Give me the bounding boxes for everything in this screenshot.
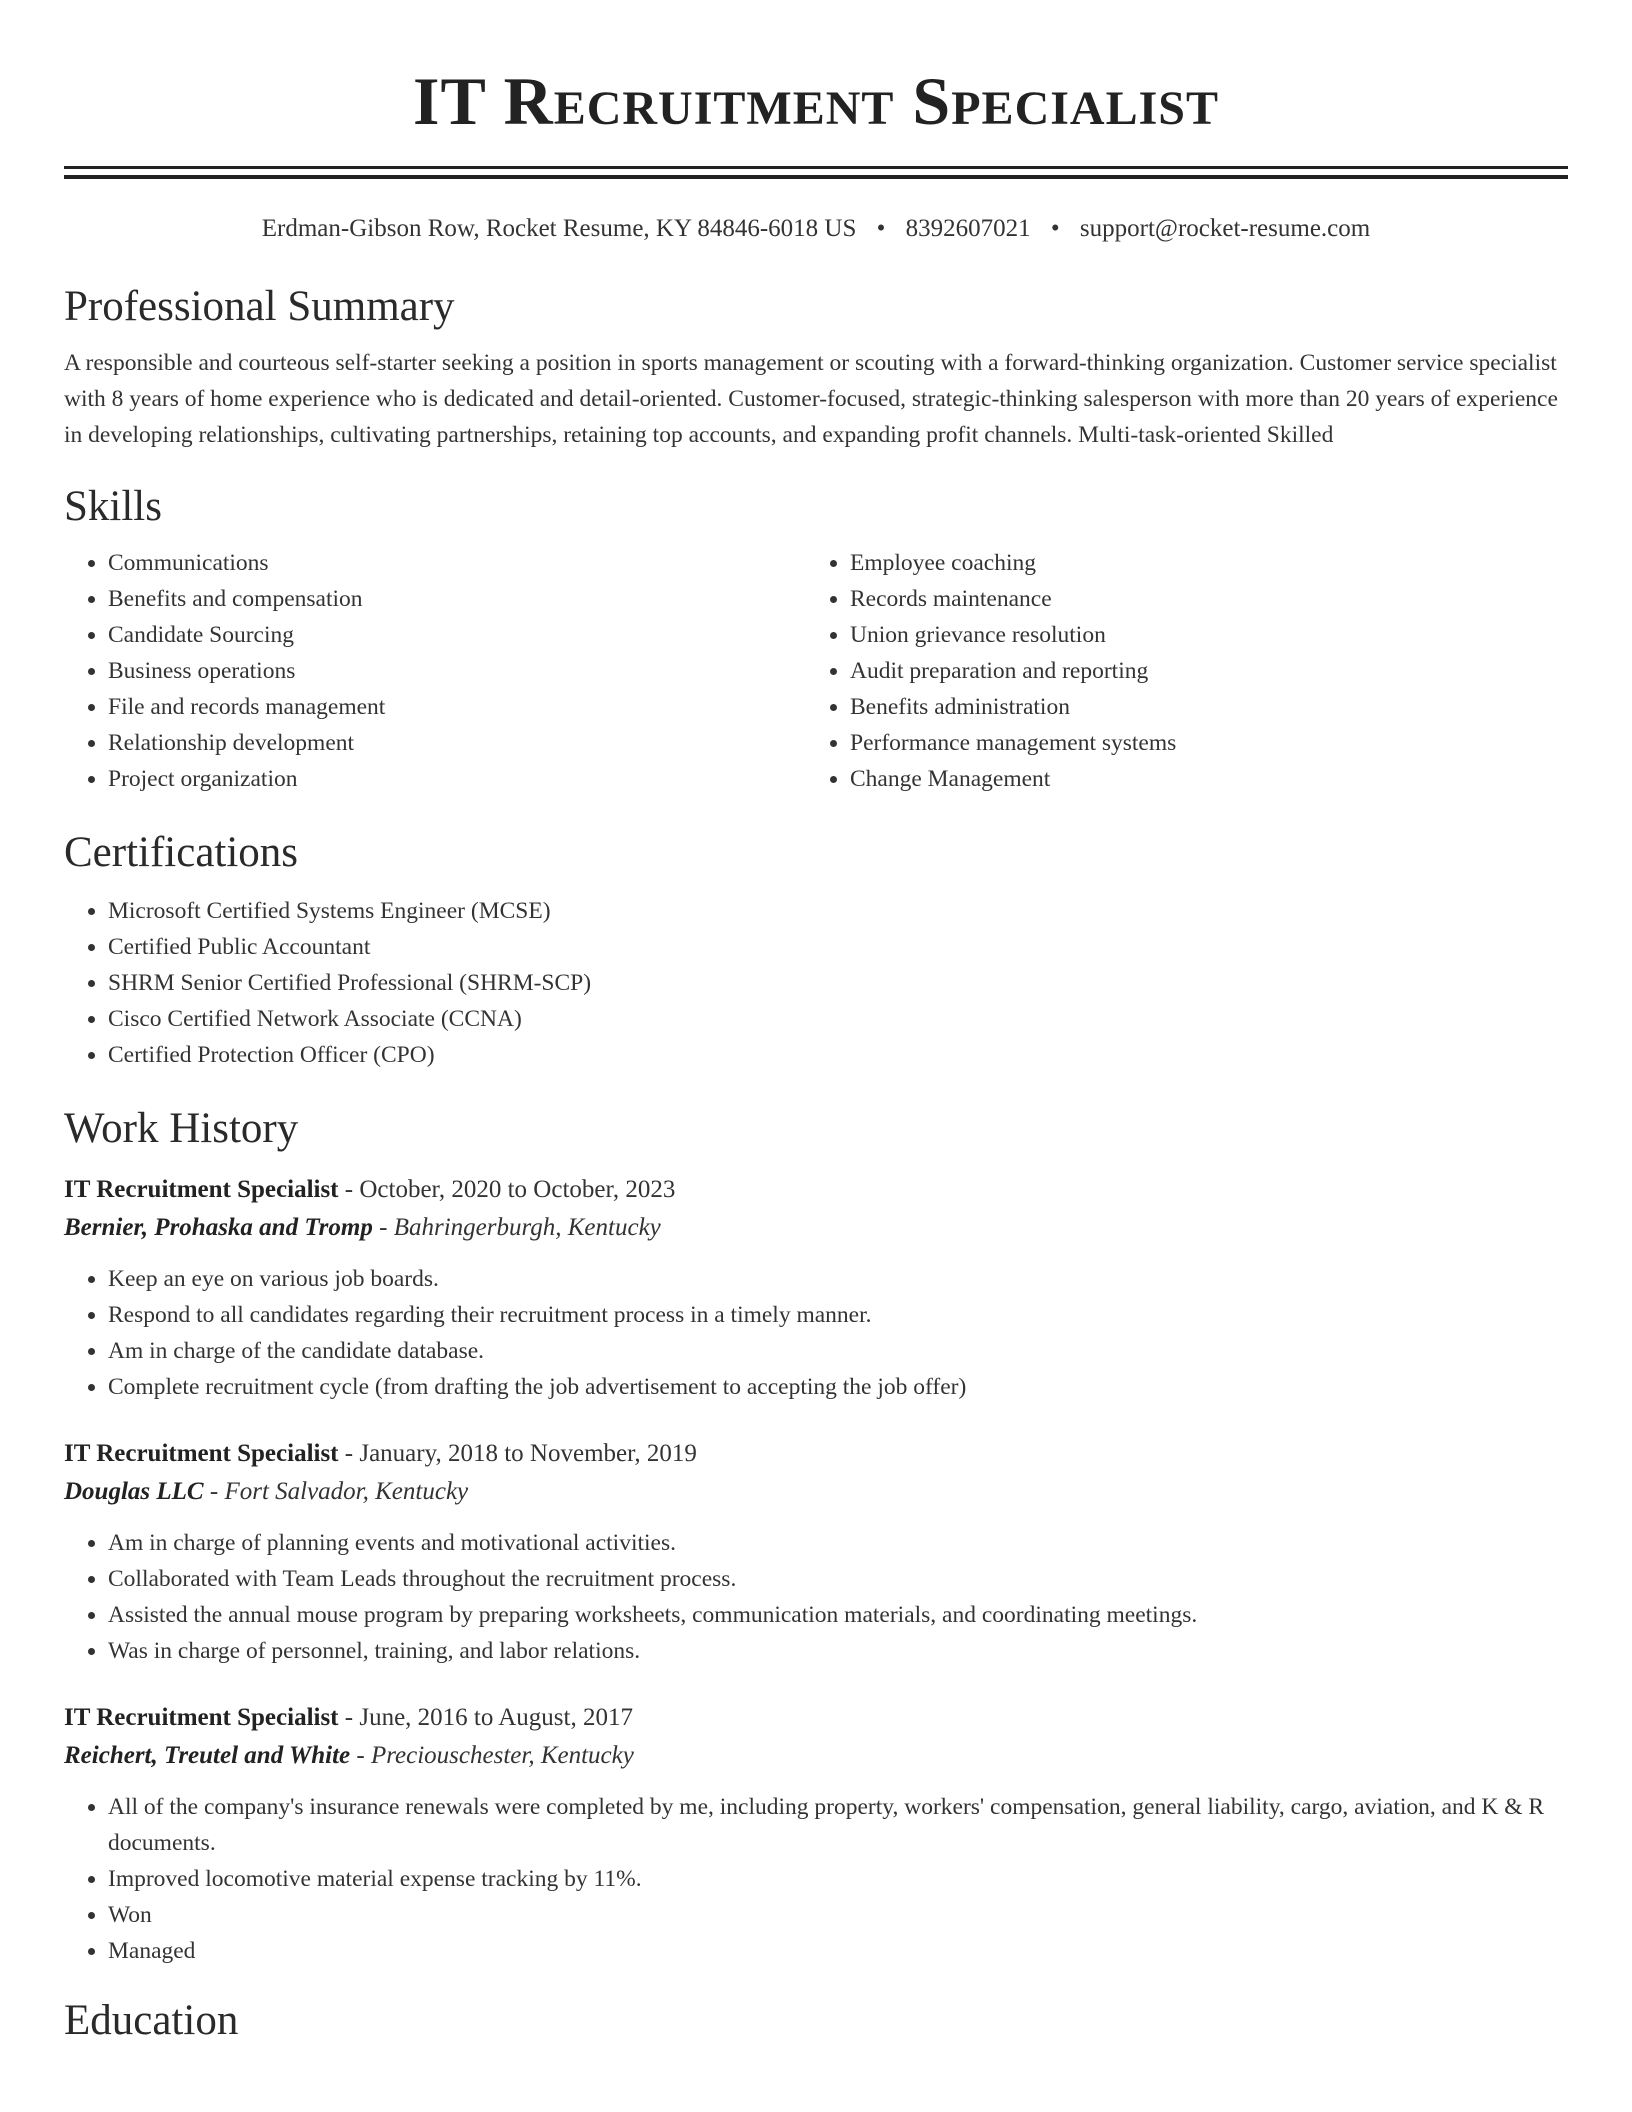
- skill-item: • Union grievance resolution: [850, 617, 1548, 653]
- resume-page: [64, 0, 1568, 2049]
- job-location: Preciouschester, Kentucky: [370, 1742, 634, 1769]
- job-bullets: [64, 1525, 1568, 1669]
- job-location: Bahringerburgh, Kentucky: [393, 1214, 661, 1241]
- job-role: IT Recruitment Specialist: [64, 1704, 339, 1731]
- certification-item: • SHRM Senior Certified Professional (SHRM-SCP): [108, 965, 1568, 1001]
- job-bullets: [64, 1789, 1568, 1969]
- skills-heading: Skills: [64, 483, 162, 530]
- work-history-heading: Work History: [64, 1105, 299, 1152]
- job-title-line: IT Recruitment Specialist - June, 2016 to August, 2017: [64, 1704, 633, 1731]
- resume-title: IT Recruitment Specialist: [413, 63, 1219, 139]
- job-bullet: • Am in charge of the candidate database.: [108, 1333, 1568, 1369]
- job-company: Bernier, Prohaska and Tromp: [64, 1214, 373, 1241]
- job-company: Douglas LLC: [64, 1478, 204, 1505]
- skill-item: • Benefits administration: [850, 689, 1548, 725]
- contact-phone: 8392607021: [905, 215, 1031, 242]
- skill-item: • Project organization: [108, 761, 806, 797]
- certification-item: • Certified Public Accountant: [108, 929, 1568, 965]
- job-bullet: • Managed: [108, 1933, 1568, 1969]
- job-bullet: • All of the company's insurance renewals were completed by me, including property, workers' compensation, general liability, cargo, aviation, and K & R documents.: [108, 1789, 1568, 1861]
- certification-item: • Microsoft Certified Systems Engineer (MCSE): [108, 893, 1568, 929]
- job-role: IT Recruitment Specialist: [64, 1176, 339, 1203]
- skills-list-right: [806, 545, 1548, 797]
- certifications-heading: Certifications: [64, 829, 299, 876]
- job-location: Fort Salvador, Kentucky: [224, 1478, 469, 1505]
- job-title-line: IT Recruitment Specialist - October, 2020 to October, 2023: [64, 1176, 676, 1203]
- certifications-list: [64, 893, 1568, 1073]
- skill-item: • Candidate Sourcing: [108, 617, 806, 653]
- skill-item: • Relationship development: [108, 725, 806, 761]
- job-bullets: [64, 1261, 1568, 1405]
- skill-item: • Employee coaching: [850, 545, 1548, 581]
- skill-item: • Performance management systems: [850, 725, 1548, 761]
- job-bullet: • Won: [108, 1897, 1568, 1933]
- job-bullet: • Keep an eye on various job boards.: [108, 1261, 1568, 1297]
- contact-separator: •: [1050, 215, 1060, 242]
- job-dates: June, 2016 to August, 2017: [359, 1704, 633, 1731]
- skill-item: • Records maintenance: [850, 581, 1548, 617]
- job-entry: [64, 1699, 1568, 1969]
- title-rule-bottom: [64, 175, 1568, 179]
- job-entry: [64, 1435, 1568, 1669]
- job-bullet: • Assisted the annual mouse program by preparing worksheets, communication materials, and coordinating meetings.: [108, 1597, 1568, 1633]
- job-entry: [64, 1171, 1568, 1405]
- summary-text: A responsible and courteous self-starter seeking a position in sports management or scouting with a forward-thinking organization. Customer service specialist with 8 years of home experience who is dedicated and detail-oriented. Customer-focused, strategic-thinking salesperson with more than 20 years of experience in developing relationships, cultivating partnerships, retaining top accounts, and expanding profit channels. Multi-task-oriented Skilled: [64, 350, 1558, 448]
- job-company-line: Bernier, Prohaska and Tromp - Bahringerburgh, Kentucky: [64, 1214, 661, 1241]
- job-bullet: • Was in charge of personnel, training, and labor relations.: [108, 1633, 1568, 1669]
- education-heading: Education: [64, 1997, 239, 2044]
- job-company-line: Douglas LLC - Fort Salvador, Kentucky: [64, 1478, 469, 1505]
- job-bullet: • Am in charge of planning events and motivational activities.: [108, 1525, 1568, 1561]
- contact-address: Erdman-Gibson Row, Rocket Resume, KY 84846-6018 US: [261, 215, 857, 242]
- skills-grid: [64, 545, 1568, 797]
- skills-column-right: [806, 545, 1548, 797]
- job-bullet: • Improved locomotive material expense tracking by 11%.: [108, 1861, 1568, 1897]
- job-dates: October, 2020 to October, 2023: [359, 1176, 676, 1203]
- summary-heading: Professional Summary: [64, 283, 455, 330]
- skills-list-left: [64, 545, 806, 797]
- skill-item: • File and records management: [108, 689, 806, 725]
- job-company-line: Reichert, Treutel and White - Preciouschester, Kentucky: [64, 1742, 634, 1769]
- job-role: IT Recruitment Specialist: [64, 1440, 339, 1467]
- skill-item: • Benefits and compensation: [108, 581, 806, 617]
- contact-separator: •: [876, 215, 886, 242]
- job-bullet: • Complete recruitment cycle (from drafting the job advertisement to accepting the job offer): [108, 1369, 1568, 1405]
- certification-item: • Certified Protection Officer (CPO): [108, 1037, 1568, 1073]
- skill-item: • Communications: [108, 545, 806, 581]
- job-company: Reichert, Treutel and White: [64, 1742, 351, 1769]
- contact-email: support@rocket-resume.com: [1079, 215, 1371, 242]
- job-dates: January, 2018 to November, 2019: [359, 1440, 697, 1467]
- skill-item: • Business operations: [108, 653, 806, 689]
- job-title-line: IT Recruitment Specialist - January, 2018 to November, 2019: [64, 1440, 697, 1467]
- title-rule-top: [64, 166, 1568, 169]
- certification-item: • Cisco Certified Network Associate (CCNA): [108, 1001, 1568, 1037]
- job-bullet: • Collaborated with Team Leads throughout the recruitment process.: [108, 1561, 1568, 1597]
- skill-item: • Audit preparation and reporting: [850, 653, 1548, 689]
- skills-column-left: [64, 545, 806, 797]
- skill-item: • Change Management: [850, 761, 1548, 797]
- job-bullet: • Respond to all candidates regarding their recruitment process in a timely manner.: [108, 1297, 1568, 1333]
- contact-line: [64, 213, 1568, 245]
